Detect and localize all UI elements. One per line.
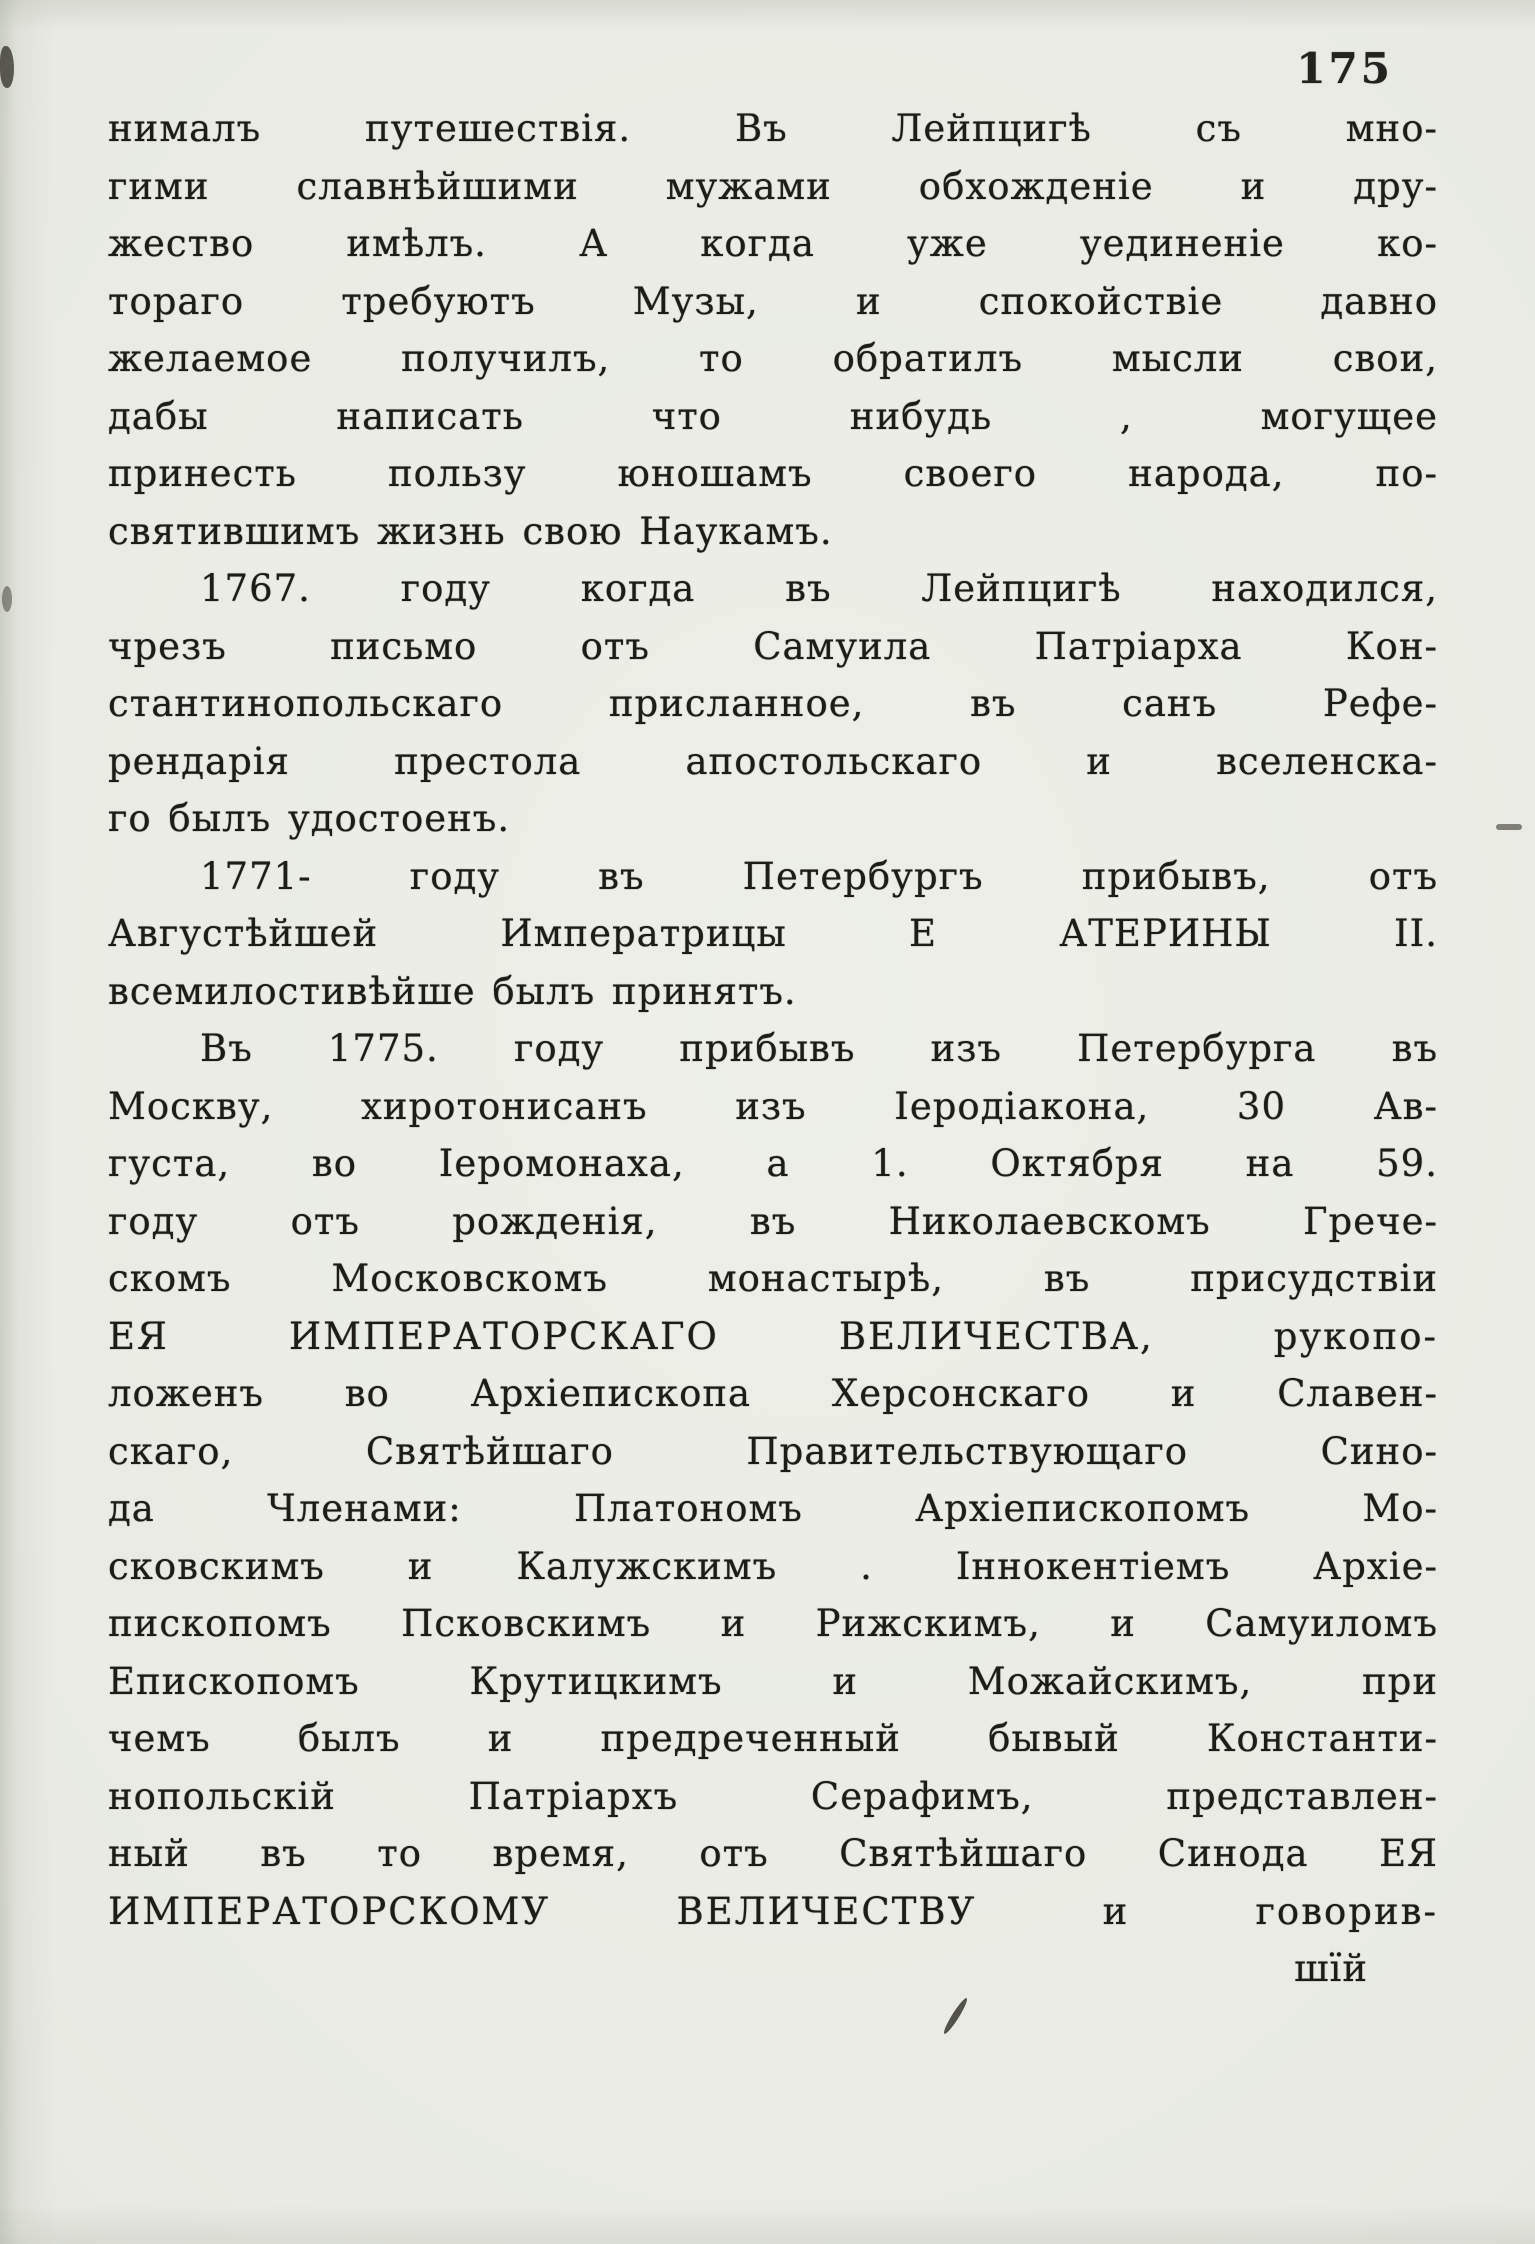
text-line: желаемое получилъ, то обратилъ мысли свои, — [108, 337, 1438, 380]
text-line: Въ 1775. году прибывъ изъ Петербурга въ — [200, 1027, 1438, 1070]
text-line: скомъ Московскомъ монастырѣ, въ присудствіи — [108, 1257, 1438, 1300]
text-line: Епископомъ Крутицкимъ и Можайскимъ, при — [108, 1659, 1438, 1703]
text-line: ИМПЕРАТОРСКОМУ ВЕЛИЧЕСТВУ и говорив- — [108, 1889, 1438, 1933]
text-line: пископомъ Псковскимъ и Рижскимъ, и Самуиломъ — [108, 1602, 1438, 1645]
text-block — [108, 100, 1438, 1998]
ink-speck — [1496, 824, 1522, 830]
text-line: Августѣйшей Императрицы Е АТЕРИНЫ II. — [108, 912, 1438, 955]
text-line: да Членами: Платономъ Архіепископомъ Мо- — [108, 1487, 1438, 1530]
text-line: принесть пользу юношамъ своего народа, по- — [108, 452, 1438, 495]
text-line: чемъ былъ и предреченный бывый Константи- — [108, 1717, 1438, 1760]
text-line: нималъ путешествія. Въ Лейпцигѣ съ мно- — [108, 107, 1438, 150]
text-line: тораго требуютъ Музы, и спокойствіе давно — [108, 279, 1438, 323]
text-line: гими славнѣйшими мужами обхожденіе и дру- — [108, 164, 1438, 208]
text-line: всемилостивѣйше былъ принятъ. — [108, 969, 797, 1013]
ink-speck — [2, 586, 12, 612]
text-line: сковскимъ и Калужскимъ . Іннокентіемъ Архіе- — [108, 1544, 1438, 1588]
text-line: году отъ рожденія, въ Николаевскомъ Грече- — [108, 1199, 1438, 1243]
text-line: жество имѣлъ. А когда уже уединеніе ко- — [108, 222, 1438, 265]
text-line: рендарія престола апостольскаго и вселенска- — [108, 739, 1438, 783]
text-line: Москву, хиротонисанъ изъ Іеродіакона, 30 Ав- — [108, 1084, 1438, 1128]
text-line: скаго, Святѣйшаго Правительствующаго Сино- — [108, 1429, 1438, 1473]
text-line: дабы написать что нибудь , могущее — [108, 394, 1438, 438]
text-line: святившимъ жизнь свою Наукамъ. — [108, 509, 833, 553]
catchword-line: шїй — [1294, 1947, 1368, 1990]
text-line: густа, во Іеромонаха, а 1. Октября на 59. — [108, 1142, 1438, 1185]
text-line: ложенъ во Архіепископа Херсонскаго и Славен- — [108, 1372, 1438, 1415]
page-number: 175 — [1296, 44, 1393, 93]
text-line: чрезъ письмо отъ Самуила Патріарха Кон- — [108, 624, 1438, 668]
text-line: ный въ то время, отъ Святѣйшаго Синода ЕЯ — [108, 1832, 1438, 1875]
text-line: го былъ удостоенъ. — [108, 797, 511, 840]
text-line: стантинопольскаго присланное, въ санъ Рефе- — [108, 682, 1438, 725]
ink-speck — [0, 46, 14, 88]
text-line: ЕЯ ИМПЕРАТОРСКАГО ВЕЛИЧЕСТВА, рукопо- — [108, 1314, 1438, 1358]
text-line: нопольскій Патріархъ Серафимъ, представлен- — [108, 1774, 1438, 1818]
text-line: 1771- году въ Петербургъ прибывъ, отъ — [200, 854, 1438, 898]
ink-speck — [941, 1996, 969, 2035]
text-line: 1767. году когда въ Лейпцигѣ находился, — [200, 567, 1438, 610]
